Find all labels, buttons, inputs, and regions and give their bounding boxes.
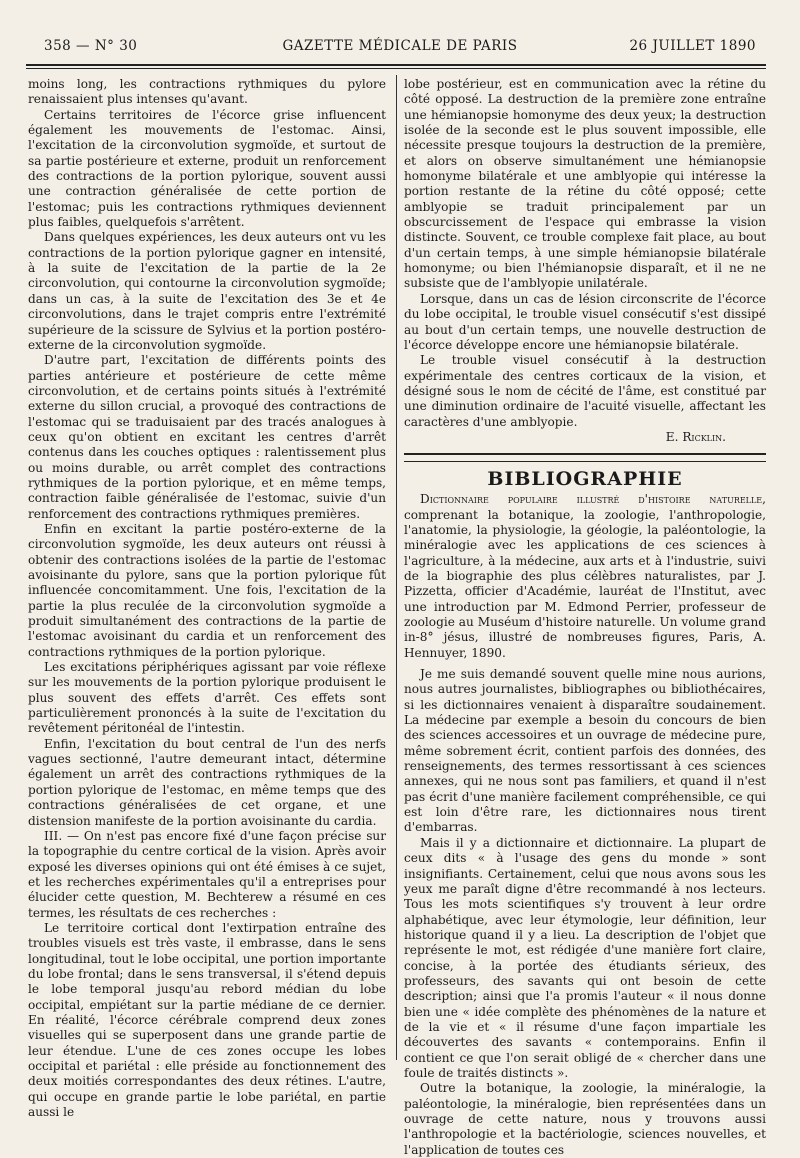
paragraph: Enfin, l'excitation du bout central de l'un des nerfs vagues sectionné, l'autre demeurant intact, détermine également un arrêt des contractions rythmiques de la portion pylorique de l'estomac, en même temps que des contractions généralisées de cet organe, et une distension manifeste de la portion avoisinante du cardia. bbox=[28, 736, 386, 828]
page-number: 358 — N° 30 bbox=[44, 38, 138, 54]
page-header bbox=[44, 38, 756, 60]
paragraph: Je me suis demandé souvent quelle mine nous aurions, nous autres journalistes, bibliographes ou bibliothécaires, si les dictionnaires venaient à disparaître soudainement. La médecine par exemple a besoin du concours de bien des sciences accessoires et un ouvrage de médecine pure, même sobrement écrit, contient parfois des données, des renseignements, des termes ressortissant à ces sciences annexes, qui ne nous sont pas familiers, et quand il n'est pas écrit d'une manière facilement compréhensible, ce qui est loin d'être rare, les dictionnaires nous tirent d'embarras. bbox=[404, 667, 766, 835]
bibliography-body bbox=[404, 492, 766, 1158]
left-column bbox=[28, 77, 386, 1120]
paragraph: Outre la botanique, la zoologie, la minéralogie, la paléontologie, la minéralogie, bien représentées dans un ouvrage de cette nature, nous y trouvons aussi l'anthropologie et la bactériologie, sciences nouvelles, et l'application de toutes ces bbox=[404, 1081, 766, 1157]
paragraph: Certains territoires de l'écorce grise influencent également les mouvements de l'estomac. Ainsi, l'excitation de la circonvolution sygmoïde, et surtout de sa partie postérieure et externe, produit un renforcement des contractions de la portion pylorique, souvent aussi une contraction généralisée de cette portion de l'estomac; puis les contractions rythmiques deviennent plus faibles, quelquefois s'arrêtent. bbox=[28, 107, 386, 230]
bibliography-title: BIBLIOGRAPHIE bbox=[487, 468, 683, 491]
entry-title: Dictionnaire populaire illustré d'histoire naturelle, bbox=[420, 492, 766, 507]
author-signature: E. Ricklin. bbox=[665, 429, 726, 444]
entry-description: comprenant la botanique, la zoologie, l'anthropologie, l'anatomie, la physiologie, la géologie, la paléontologie, la minéralogie avec les applications de ces sciences à l'agriculture, à la médecine, aux arts et à l'industrie, suivi de la biographie des plus célèbres naturalistes, par J. Pizzetta, officier d'Académie, lauréat de l'Institut, avec une introduction par M. Edmond Perrier, professeur de zoologie au Muséum d'histoire naturelle. Un volume grand in-8° jésus, illustré de nombreuses figures, Paris, A. Hennuyer, 1890. bbox=[404, 507, 766, 660]
paragraph: Les excitations périphériques agissant par voie réflexe sur les mouvements de la portion pylorique produisent le plus souvent des effets d'arrêt. Ces effets sont particulièrement prononcés à la suite de l'excitation du revêtement péritonéal de l'intestin. bbox=[28, 660, 386, 736]
paragraph: Le trouble visuel consécutif à la destruction expérimentale des centres corticaux de la vision, et désigné sous le nom de cécité de l'âme, est constitué par une diminution ordinaire de l'acuité visuelle, affectant les caractères d'une amblyopie. bbox=[404, 353, 766, 429]
bibliography-entry bbox=[404, 492, 766, 661]
issue-date: 26 JUILLET 1890 bbox=[629, 38, 756, 54]
paragraph: D'autre part, l'excitation de différents points des parties antérieure et postérieure de cette même circonvolution, et de certains points situés à l'extrémité externe du sillon crucial, a provoqué des contractions de l'estomac qui se traduisaient par des tracés analogues à ceux qu'on obtient en excitant les centres d'arrêt contenus dans les couches optiques : ralentissement plus ou moins durable, ou arrêt complet des contractions rythmiques de la portion pylorique, et en même temps, contraction faible généralisée de l'estomac, suivie d'un renforcement des contractions rythmiques premières. bbox=[28, 353, 386, 521]
paragraph: Mais il y a dictionnaire et dictionnaire. La plupart de ceux dits « à l'usage des gens du monde » sont insignifiants. Certainement, celui que nous avons sous les yeux me paraît digne d'être recommandé à nos lecteurs. Tous les mots scientifiques s'y trouvent à leur ordre alphabétique, avec leur étymologie, leur définition, leur historique quand il y a lieu. La description de l'objet que représente le mot, est rédigée d'une manière fort claire, concise, à la portée des étudiants sérieux, des professeurs, des savants qui ont besoin de cette description; ainsi que l'a promis l'auteur « il nous donne bien une « idée complète des phénomènes de la nature et de la vie et « il résume d'une façon impartiale les découvertes des savants « contemporains. Enfin il contient ce que l'on serait obligé de « chercher dans une foule de traités distincts ». bbox=[404, 835, 766, 1080]
right-column bbox=[404, 77, 766, 1158]
header-rule-thin bbox=[26, 68, 766, 69]
paragraph: III. — On n'est pas encore fixé d'une façon précise sur la topographie du centre cortical de la vision. Après avoir exposé les diverses opinions qui ont été émises à ce sujet, et les recherches expérimentales qu'il a entreprises pour élucider cette question, M. Bechterew a résumé en ces termes, les résultats de ces recherches : bbox=[28, 828, 386, 920]
paragraph: Le territoire cortical dont l'extirpation entraîne des troubles visuels est très vaste, il embrasse, dans le sens longitudinal, tout le lobe occipital, une portion importante du lobe frontal; dans le sens transversal, il s'étend depuis le lobe temporal jusqu'au rebord médian du lobe occipital, empiétant sur la partie médiane de ce dernier. En réalité, l'écorce cérébrale comprend deux zones visuelles qui se superposent dans une grande partie de leur étendue. L'une de ces zones occupe les lobes occipital et pariétal : elle préside au fonctionnement des deux moitiés correspondantes des deux rétines. L'autre, qui occupe en grande partie le lobe pariétal, en partie aussi le bbox=[28, 920, 386, 1120]
header-rule bbox=[26, 64, 766, 66]
column-divider bbox=[396, 75, 397, 1060]
section-rule-thin bbox=[404, 461, 766, 462]
section-rule bbox=[404, 453, 766, 455]
paragraph: moins long, les contractions rythmiques du pylore renaissaient plus intenses qu'avant. bbox=[28, 77, 386, 107]
paragraph: lobe postérieur, est en communication avec la rétine du côté opposé. La destruction de la première zone entraîne une hémianopsie homonyme des deux yeux; la destruction isolée de la seconde est le plus souvent impossible, elle nécessite presque toujours la destruction de la première, et alors on observe simultanément une hémianopsie homonyme bilatérale et une amblyopie qui intéresse la portion restante de la rétine du côté opposé; cette amblyopie se traduit principalement par un obscurcissement de l'espace qui embrasse la vision distincte. Souvent, ce trouble complexe fait place, au bout d'un certain temps, à une simple hémianopsie bilatérale homonyme; ou bien l'hémianopsie disparaît, et il ne ne subsiste que de l'amblyopie unilatérale. bbox=[404, 77, 766, 291]
paragraph: Dans quelques expériences, les deux auteurs ont vu les contractions de la portion pylorique gagner en intensité, à la suite de l'excitation de la partie de la 2e circonvolution, qui contourne la circonvolution sygmoïde; dans un cas, à la suite de l'excitation des 3e et 4e circonvolutions, dans le trajet compris entre l'extrémité supérieure de la scissure de Sylvius et la portion postéro-externe de la circonvolution sygmoïde. bbox=[28, 230, 386, 352]
paragraph: Enfin en excitant la partie postéro-externe de la circonvolution sygmoïde, les deux auteurs ont réussi à obtenir des contractions isolées de la partie de l'estomac avoisinante du pylore, sans que la portion pylorique fût influencée concomitamment. Une fois, l'excitation de la partie la plus reculée de la circonvolution sygmoïde a produit simultanément des contractions de la partie de l'estomac avoisinant du cardia et un renforcement des contractions rythmiques de la portion pylorique. bbox=[28, 521, 386, 659]
journal-title: GAZETTE MÉDICALE DE PARIS bbox=[282, 38, 518, 54]
paragraph: Lorsque, dans un cas de lésion circonscrite de l'écorce du lobe occipital, le trouble visuel consécutif s'est dissipé au bout d'un certain temps, une nouvelle destruction de l'écorce développe encore une hémianopsie bilatérale. bbox=[404, 291, 766, 352]
